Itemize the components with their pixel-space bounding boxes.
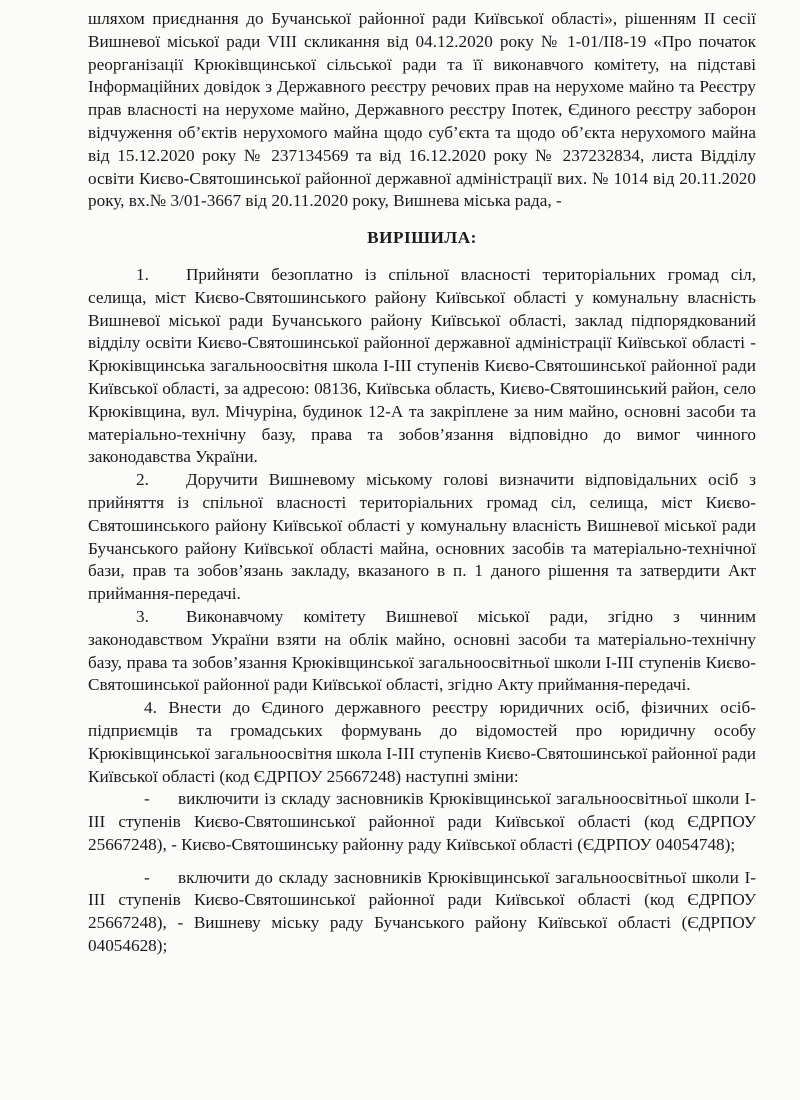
decision-item-4: 4. Внести до Єдиного державного реєстру юридичних осіб, фізичних осіб-підприємців та громадських формувань до відомостей про юридичну особу Крюківщинської загальноосвітня школа І-ІІІ ступенів Києво-Святошинської районної ради Київської області (код ЄДРПОУ 25667248) наступні зміни: <box>88 698 756 786</box>
item-text: Прийняти безоплатно із спільної власності територіальних громад сіл, селища, міст Києво-Святошинського району Київської області у комунальну власність Вишневої міської ради Бучанського району Київської області, заклад підпорядкований відділу освіти Києво-Святошинської районної державної адміністрації Київської області - Крюківщинська загальноосвітня школа І-ІІІ ступенів Києво-Святошинської районної ради Київської області, за адресою: 08136, Київська область, Києво-Святошинський район, село Крюківщина, вул. Мічуріна, будинок 12-А та закріплене за ним майно, основні засоби та матеріально-технічну базу, права та зобов’язання відповідно до вимог чинного законодавства України. <box>88 264 756 467</box>
item-number: 2. <box>136 470 149 490</box>
sub-item-text: виключити із складу засновників Крюківщинської загальноосвітньої школи І-ІІІ ступенів Києво-Святошинської районної ради Київської області (код ЄДРПОУ 25667248), - Києво-Святошинську районну раду Київської області (ЄДРПОУ 04054748); <box>88 789 756 854</box>
item-number: 1. <box>136 264 149 284</box>
dash-marker: - <box>144 867 150 887</box>
sub-item-text: включити до складу засновників Крюківщинської загальноосвітньої школи І-ІІІ ступенів Києво-Святошинської районної ради Київської області (код ЄДРПОУ 25667248), - Вишневу міську раду Бучанського району Київської області (ЄДРПОУ 04054628); <box>88 867 756 956</box>
item-number: 3. <box>136 606 149 626</box>
decision-item-1 <box>88 264 756 469</box>
dash-marker: - <box>144 789 150 809</box>
item-text: Доручити Вишневому міському голові визначити відповідальних осіб з прийняття із спільної власності територіальних громад сіл, селища, міст Києво-Святошинського району Київської області у комунальну власність Вишневої міської ради Бучанського району Київської області майна, основних засобів та матеріально-технічної бази, прав та зобов’язань закладу, вказаного в п. 1 даного рішення та затвердити Акт приймання-передачі. <box>88 470 756 604</box>
sub-item-exclude <box>88 788 756 856</box>
item-text: Виконавчому комітету Вишневої міської ради, згідно з чинним законодавством України взяти на облік майно, основні засоби та матеріально-технічну базу, права та зобов’язання Крюківщинської загальноосвітньої школи І-ІІІ ступенів Києво-Святошинської районної ради Київської області, згідно Акту приймання-передачі. <box>88 606 756 695</box>
decision-item-2 <box>88 469 756 606</box>
decision-heading: ВИРІШИЛА: <box>367 228 477 248</box>
decision-item-3 <box>88 606 756 697</box>
sub-item-include <box>88 867 756 958</box>
intro-paragraph: шляхом приєднання до Бучанської районної ради Київської області», рішенням ІІ сесії Вишневої міської ради VIII скликання від 04.12.2020 року № 1-01/ІІ8-19 «Про початок реорганізації Крюківщинської сільської ради та її виконавчого комітету, на підставі Інформаційних довідок з Державного реєстру речових прав на нерухоме майно та Реєстру прав власності на нерухоме майно, Державного реєстру Іпотек, Єдиного реєстру заборон відчуження об’єктів нерухомого майна щодо суб’єкта та щодо об’єкта нерухомого майна від 15.12.2020 року № 237134569 та від 16.12.2020 року № 237232834, листа Відділу освіти Києво-Святошинської районної державної адміністрації вих. № 1014 від 20.11.2020 року, вх.№ 3/01-3667 від 20.11.2020 року, Вишнева міська рада, - <box>88 9 756 211</box>
